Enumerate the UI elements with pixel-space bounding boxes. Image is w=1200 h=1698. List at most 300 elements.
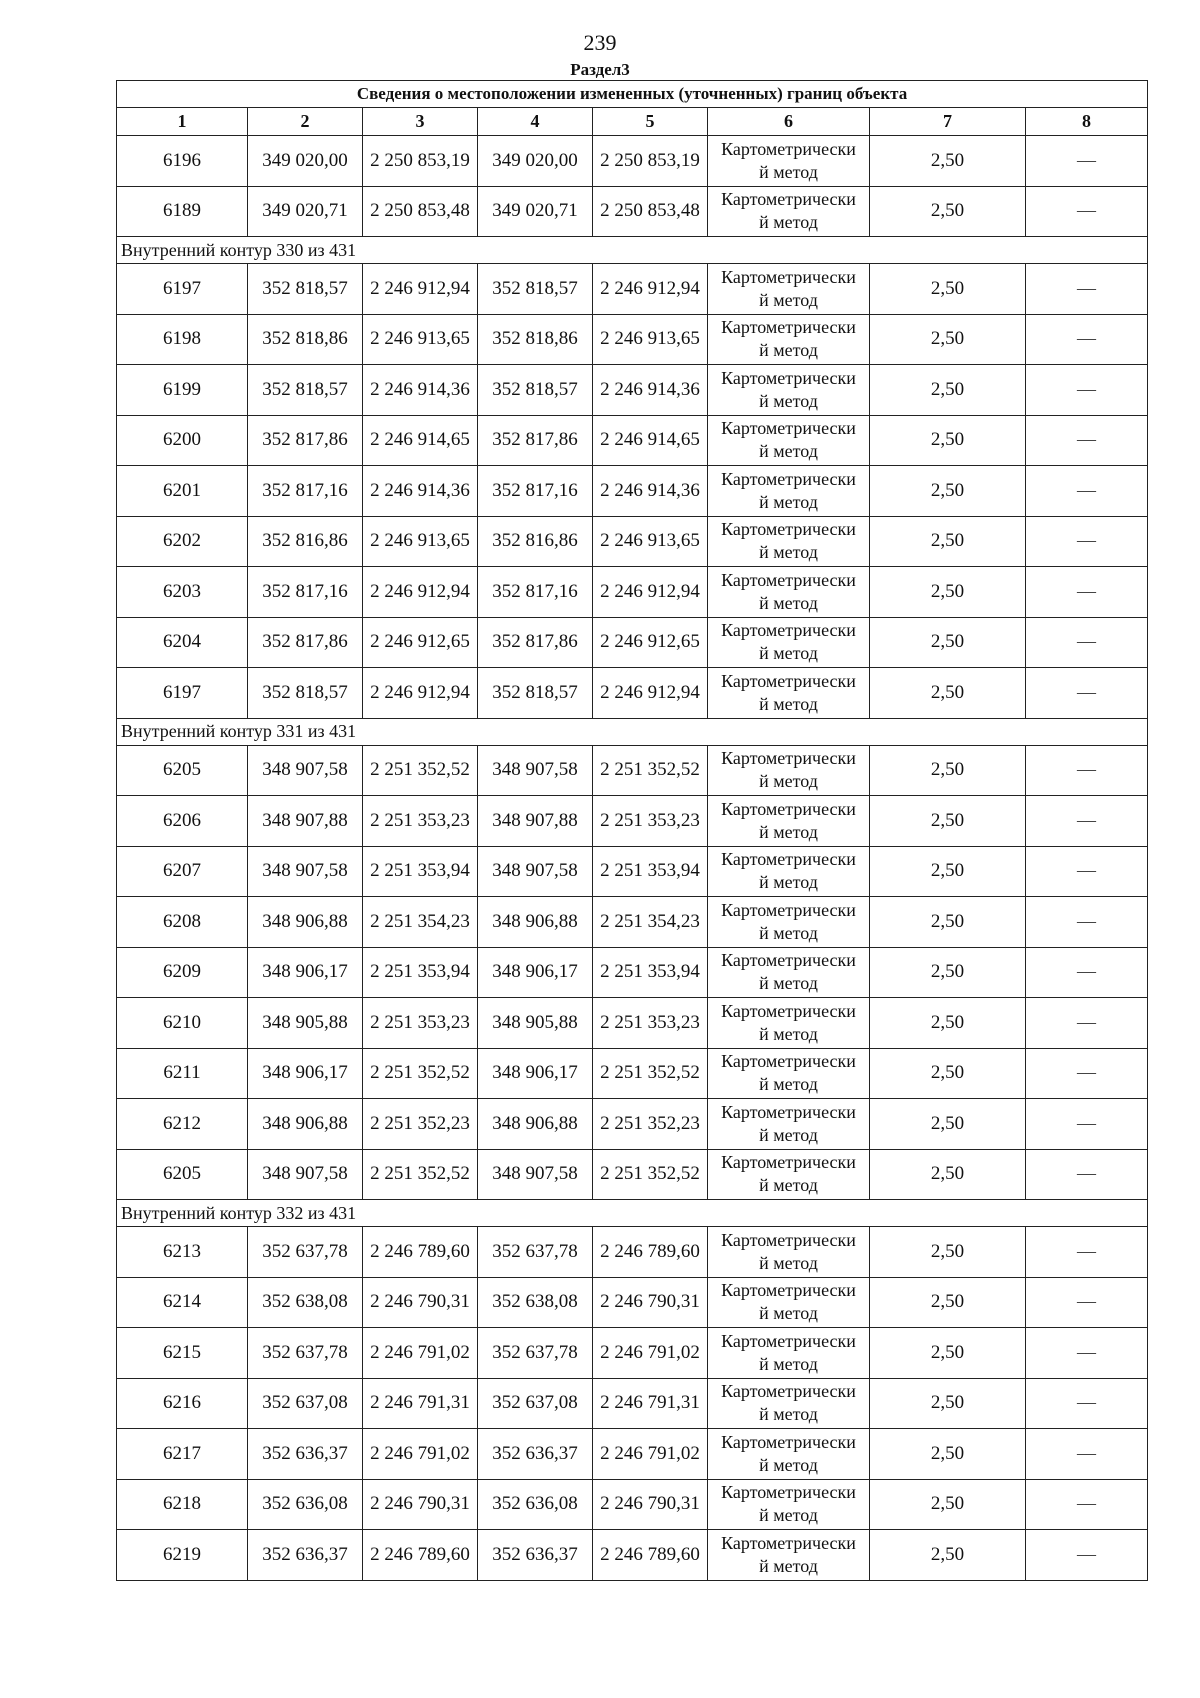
- x-coordinate-cell: 352 636,08: [248, 1479, 363, 1530]
- table-row: [117, 466, 1148, 517]
- method-text-line: й метод: [759, 1175, 818, 1196]
- table-row: [117, 516, 1148, 567]
- y-coordinate-cell: 2 246 912,94: [593, 668, 708, 719]
- precision-cell: 2,50: [870, 186, 1026, 237]
- description-cell: —: [1026, 617, 1148, 668]
- y-coordinate-cell: 2 250 853,19: [363, 136, 478, 187]
- precision-cell: 2,50: [870, 796, 1026, 847]
- method-text-line: й метод: [759, 1353, 818, 1374]
- method-cell: [708, 136, 870, 187]
- x-coordinate-cell: 348 905,88: [478, 998, 593, 1049]
- x-coordinate-cell: 352 817,86: [478, 415, 593, 466]
- precision-cell: 2,50: [870, 1530, 1026, 1581]
- y-coordinate-cell: 2 250 853,19: [593, 136, 708, 187]
- method-text-line: Картометрически: [721, 317, 856, 338]
- x-coordinate-cell: 348 906,88: [248, 1099, 363, 1150]
- method-cell: [708, 846, 870, 897]
- point-number-cell: 6208: [117, 897, 248, 948]
- y-coordinate-cell: 2 246 791,31: [363, 1378, 478, 1429]
- x-coordinate-cell: 349 020,00: [248, 136, 363, 187]
- x-coordinate-cell: 352 818,57: [478, 365, 593, 416]
- method-cell: [708, 1048, 870, 1099]
- precision-cell: 2,50: [870, 365, 1026, 416]
- table-row: [117, 846, 1148, 897]
- precision-cell: 2,50: [870, 745, 1026, 796]
- description-cell: —: [1026, 1048, 1148, 1099]
- x-coordinate-cell: 352 637,78: [478, 1227, 593, 1278]
- method-text-line: й метод: [759, 1404, 818, 1425]
- method-cell: [708, 567, 870, 618]
- precision-cell: 2,50: [870, 1048, 1026, 1099]
- method-text-line: й метод: [759, 491, 818, 512]
- point-number-cell: 6205: [117, 745, 248, 796]
- description-cell: —: [1026, 947, 1148, 998]
- y-coordinate-cell: 2 246 789,60: [363, 1530, 478, 1581]
- y-coordinate-cell: 2 251 352,52: [363, 745, 478, 796]
- precision-cell: 2,50: [870, 668, 1026, 719]
- precision-cell: 2,50: [870, 567, 1026, 618]
- y-coordinate-cell: 2 251 353,94: [593, 846, 708, 897]
- method-text-line: й метод: [759, 1454, 818, 1475]
- method-text-line: Картометрически: [721, 1431, 856, 1452]
- method-text-line: й метод: [759, 1505, 818, 1526]
- precision-cell: 2,50: [870, 1227, 1026, 1278]
- y-coordinate-cell: 2 251 353,23: [593, 796, 708, 847]
- x-coordinate-cell: 352 636,37: [478, 1530, 593, 1581]
- table-row: [117, 1277, 1148, 1328]
- description-cell: —: [1026, 314, 1148, 365]
- y-coordinate-cell: 2 246 912,65: [593, 617, 708, 668]
- y-coordinate-cell: 2 246 791,02: [593, 1328, 708, 1379]
- method-text-line: й метод: [759, 542, 818, 563]
- method-cell: [708, 1378, 870, 1429]
- precision-cell: 2,50: [870, 516, 1026, 567]
- description-cell: —: [1026, 1277, 1148, 1328]
- method-text-line: Картометрически: [721, 1532, 856, 1553]
- y-coordinate-cell: 2 251 354,23: [363, 897, 478, 948]
- precision-cell: 2,50: [870, 1149, 1026, 1200]
- point-number-cell: 6199: [117, 365, 248, 416]
- method-text-line: Картометрически: [721, 1000, 856, 1021]
- table-row: [117, 998, 1148, 1049]
- method-cell: [708, 1530, 870, 1581]
- method-text-line: й метод: [759, 212, 818, 233]
- method-text-line: й метод: [759, 592, 818, 613]
- table-row: [117, 1149, 1148, 1200]
- method-text-line: й метод: [759, 390, 818, 411]
- x-coordinate-cell: 352 817,16: [478, 466, 593, 517]
- x-coordinate-cell: 352 637,08: [478, 1378, 593, 1429]
- method-text-line: Картометрически: [721, 1051, 856, 1072]
- x-coordinate-cell: 352 817,16: [248, 466, 363, 517]
- y-coordinate-cell: 2 246 790,31: [363, 1479, 478, 1530]
- method-text-line: й метод: [759, 821, 818, 842]
- point-number-cell: 6189: [117, 186, 248, 237]
- method-cell: [708, 998, 870, 1049]
- x-coordinate-cell: 348 905,88: [248, 998, 363, 1049]
- x-coordinate-cell: 352 816,86: [248, 516, 363, 567]
- method-text-line: Картометрически: [721, 1381, 856, 1402]
- precision-cell: 2,50: [870, 314, 1026, 365]
- x-coordinate-cell: 352 637,08: [248, 1378, 363, 1429]
- method-cell: [708, 516, 870, 567]
- x-coordinate-cell: 348 907,58: [478, 846, 593, 897]
- x-coordinate-cell: 348 907,58: [478, 1149, 593, 1200]
- column-number: 5: [593, 108, 708, 136]
- method-cell: [708, 1227, 870, 1278]
- column-number: 4: [478, 108, 593, 136]
- description-cell: —: [1026, 415, 1148, 466]
- description-cell: —: [1026, 1378, 1148, 1429]
- x-coordinate-cell: 352 818,86: [478, 314, 593, 365]
- x-coordinate-cell: 348 907,58: [248, 846, 363, 897]
- method-cell: [708, 668, 870, 719]
- precision-cell: 2,50: [870, 1378, 1026, 1429]
- point-number-cell: 6202: [117, 516, 248, 567]
- table-row: [117, 136, 1148, 187]
- y-coordinate-cell: 2 246 913,65: [363, 314, 478, 365]
- x-coordinate-cell: 352 817,16: [478, 567, 593, 618]
- method-text-line: й метод: [759, 1303, 818, 1324]
- x-coordinate-cell: 348 906,88: [478, 1099, 593, 1150]
- table-title: Сведения о местоположении измененных (уточненных) границ объекта: [117, 81, 1148, 108]
- section-label: Раздел3: [570, 60, 630, 79]
- y-coordinate-cell: 2 251 353,94: [593, 947, 708, 998]
- table-row: [117, 567, 1148, 618]
- method-cell: [708, 1328, 870, 1379]
- x-coordinate-cell: 348 907,88: [248, 796, 363, 847]
- point-number-cell: 6215: [117, 1328, 248, 1379]
- precision-cell: 2,50: [870, 415, 1026, 466]
- point-number-cell: 6204: [117, 617, 248, 668]
- point-number-cell: 6212: [117, 1099, 248, 1150]
- method-text-line: Картометрически: [721, 1280, 856, 1301]
- method-text-line: Картометрически: [721, 1101, 856, 1122]
- method-text-line: й метод: [759, 1074, 818, 1095]
- x-coordinate-cell: 352 817,16: [248, 567, 363, 618]
- method-text-line: Картометрически: [721, 849, 856, 870]
- y-coordinate-cell: 2 251 352,52: [363, 1149, 478, 1200]
- y-coordinate-cell: 2 246 914,65: [363, 415, 478, 466]
- description-cell: —: [1026, 1227, 1148, 1278]
- x-coordinate-cell: 352 637,78: [478, 1328, 593, 1379]
- y-coordinate-cell: 2 250 853,48: [593, 186, 708, 237]
- y-coordinate-cell: 2 246 912,94: [363, 668, 478, 719]
- x-coordinate-cell: 348 906,17: [248, 947, 363, 998]
- description-cell: —: [1026, 1479, 1148, 1530]
- y-coordinate-cell: 2 246 912,94: [363, 264, 478, 315]
- precision-cell: 2,50: [870, 1429, 1026, 1480]
- method-text-line: й метод: [759, 289, 818, 310]
- table-row: [117, 1099, 1148, 1150]
- x-coordinate-cell: 348 906,88: [248, 897, 363, 948]
- y-coordinate-cell: 2 246 912,94: [593, 264, 708, 315]
- description-cell: —: [1026, 466, 1148, 517]
- x-coordinate-cell: 348 907,88: [478, 796, 593, 847]
- y-coordinate-cell: 2 246 914,36: [363, 466, 478, 517]
- point-number-cell: 6197: [117, 264, 248, 315]
- method-cell: [708, 415, 870, 466]
- method-text-line: й метод: [759, 872, 818, 893]
- y-coordinate-cell: 2 246 790,31: [363, 1277, 478, 1328]
- precision-cell: 2,50: [870, 1099, 1026, 1150]
- table-row: [117, 365, 1148, 416]
- x-coordinate-cell: 349 020,71: [248, 186, 363, 237]
- table-row: [117, 1378, 1148, 1429]
- table-row: [117, 264, 1148, 315]
- y-coordinate-cell: 2 251 352,23: [593, 1099, 708, 1150]
- method-text-line: й метод: [759, 973, 818, 994]
- method-text-line: Картометрически: [721, 1330, 856, 1351]
- x-coordinate-cell: 352 636,37: [248, 1530, 363, 1581]
- method-cell: [708, 796, 870, 847]
- table-row: [117, 1479, 1148, 1530]
- table-row: [117, 745, 1148, 796]
- description-cell: —: [1026, 516, 1148, 567]
- x-coordinate-cell: 348 906,17: [478, 947, 593, 998]
- y-coordinate-cell: 2 250 853,48: [363, 186, 478, 237]
- x-coordinate-cell: 352 636,37: [478, 1429, 593, 1480]
- method-text-line: й метод: [759, 1023, 818, 1044]
- x-coordinate-cell: 352 636,08: [478, 1479, 593, 1530]
- method-cell: [708, 264, 870, 315]
- y-coordinate-cell: 2 246 791,02: [593, 1429, 708, 1480]
- table-row: [117, 947, 1148, 998]
- method-text-line: й метод: [759, 693, 818, 714]
- x-coordinate-cell: 348 907,58: [248, 1149, 363, 1200]
- coordinates-table: [116, 80, 1148, 1581]
- method-text-line: й метод: [759, 340, 818, 361]
- description-cell: —: [1026, 745, 1148, 796]
- method-cell: [708, 466, 870, 517]
- column-number: 2: [248, 108, 363, 136]
- point-number-cell: 6217: [117, 1429, 248, 1480]
- column-number-row: [117, 108, 1148, 136]
- point-number-cell: 6213: [117, 1227, 248, 1278]
- method-text-line: Картометрически: [721, 189, 856, 210]
- point-number-cell: 6201: [117, 466, 248, 517]
- method-cell: [708, 1099, 870, 1150]
- method-text-line: й метод: [759, 922, 818, 943]
- precision-cell: 2,50: [870, 947, 1026, 998]
- method-cell: [708, 947, 870, 998]
- method-text-line: й метод: [759, 771, 818, 792]
- method-text-line: Картометрически: [721, 138, 856, 159]
- contour-label: Внутренний контур 330 из 431: [117, 237, 1148, 264]
- method-text-line: й метод: [759, 643, 818, 664]
- method-cell: [708, 1479, 870, 1530]
- method-text-line: Картометрически: [721, 468, 856, 489]
- x-coordinate-cell: 348 906,17: [478, 1048, 593, 1099]
- description-cell: —: [1026, 186, 1148, 237]
- method-cell: [708, 1277, 870, 1328]
- description-cell: —: [1026, 1429, 1148, 1480]
- x-coordinate-cell: 352 818,57: [478, 264, 593, 315]
- table-row: [117, 314, 1148, 365]
- table-row: [117, 415, 1148, 466]
- method-text-line: Картометрически: [721, 748, 856, 769]
- method-text-line: Картометрически: [721, 670, 856, 691]
- method-text-line: й метод: [759, 161, 818, 182]
- precision-cell: 2,50: [870, 136, 1026, 187]
- y-coordinate-cell: 2 251 352,23: [363, 1099, 478, 1150]
- method-text-line: Картометрически: [721, 569, 856, 590]
- column-number: 8: [1026, 108, 1148, 136]
- column-number: 7: [870, 108, 1026, 136]
- x-coordinate-cell: 352 637,78: [248, 1227, 363, 1278]
- y-coordinate-cell: 2 246 912,65: [363, 617, 478, 668]
- y-coordinate-cell: 2 251 352,52: [593, 1048, 708, 1099]
- y-coordinate-cell: 2 246 913,65: [593, 314, 708, 365]
- y-coordinate-cell: 2 251 352,52: [593, 745, 708, 796]
- point-number-cell: 6203: [117, 567, 248, 618]
- column-number: 3: [363, 108, 478, 136]
- x-coordinate-cell: 352 637,78: [248, 1328, 363, 1379]
- column-number: 6: [708, 108, 870, 136]
- precision-cell: 2,50: [870, 1479, 1026, 1530]
- y-coordinate-cell: 2 251 353,94: [363, 846, 478, 897]
- y-coordinate-cell: 2 251 353,94: [363, 947, 478, 998]
- table-body: [117, 136, 1148, 1581]
- page-number: 239: [583, 30, 617, 55]
- precision-cell: 2,50: [870, 1328, 1026, 1379]
- point-number-cell: 6214: [117, 1277, 248, 1328]
- x-coordinate-cell: 352 816,86: [478, 516, 593, 567]
- x-coordinate-cell: 352 818,57: [248, 264, 363, 315]
- x-coordinate-cell: 348 907,58: [248, 745, 363, 796]
- y-coordinate-cell: 2 246 912,94: [593, 567, 708, 618]
- method-text-line: й метод: [759, 1555, 818, 1576]
- table-row: [117, 1429, 1148, 1480]
- table-row: [117, 1530, 1148, 1581]
- x-coordinate-cell: 352 818,86: [248, 314, 363, 365]
- precision-cell: 2,50: [870, 617, 1026, 668]
- point-number-cell: 6216: [117, 1378, 248, 1429]
- method-text-line: Картометрически: [721, 1229, 856, 1250]
- description-cell: —: [1026, 1099, 1148, 1150]
- precision-cell: 2,50: [870, 466, 1026, 517]
- description-cell: —: [1026, 1530, 1148, 1581]
- point-number-cell: 6207: [117, 846, 248, 897]
- point-number-cell: 6210: [117, 998, 248, 1049]
- method-text-line: Картометрически: [721, 1482, 856, 1503]
- y-coordinate-cell: 2 246 914,36: [593, 466, 708, 517]
- contour-header-row: [117, 718, 1148, 745]
- table-row: [117, 1328, 1148, 1379]
- precision-cell: 2,50: [870, 998, 1026, 1049]
- method-text-line: Картометрически: [721, 899, 856, 920]
- y-coordinate-cell: 2 246 789,60: [363, 1227, 478, 1278]
- description-cell: —: [1026, 998, 1148, 1049]
- method-cell: [708, 897, 870, 948]
- method-cell: [708, 314, 870, 365]
- x-coordinate-cell: 349 020,00: [478, 136, 593, 187]
- y-coordinate-cell: 2 246 789,60: [593, 1227, 708, 1278]
- method-text-line: Картометрически: [721, 1152, 856, 1173]
- y-coordinate-cell: 2 251 354,23: [593, 897, 708, 948]
- y-coordinate-cell: 2 246 914,65: [593, 415, 708, 466]
- point-number-cell: 6197: [117, 668, 248, 719]
- x-coordinate-cell: 348 907,58: [478, 745, 593, 796]
- y-coordinate-cell: 2 246 913,65: [593, 516, 708, 567]
- description-cell: —: [1026, 1328, 1148, 1379]
- column-number: 1: [117, 108, 248, 136]
- x-coordinate-cell: 352 818,57: [478, 668, 593, 719]
- point-number-cell: 6209: [117, 947, 248, 998]
- precision-cell: 2,50: [870, 846, 1026, 897]
- method-text-line: Картометрически: [721, 798, 856, 819]
- point-number-cell: 6196: [117, 136, 248, 187]
- method-cell: [708, 186, 870, 237]
- description-cell: —: [1026, 1149, 1148, 1200]
- y-coordinate-cell: 2 246 912,94: [363, 567, 478, 618]
- table-row: [117, 1048, 1148, 1099]
- x-coordinate-cell: 352 817,86: [248, 415, 363, 466]
- description-cell: —: [1026, 567, 1148, 618]
- method-text-line: Картометрически: [721, 620, 856, 641]
- description-cell: —: [1026, 264, 1148, 315]
- method-text-line: й метод: [759, 1124, 818, 1145]
- y-coordinate-cell: 2 246 789,60: [593, 1530, 708, 1581]
- description-cell: —: [1026, 897, 1148, 948]
- method-cell: [708, 1429, 870, 1480]
- description-cell: —: [1026, 668, 1148, 719]
- y-coordinate-cell: 2 246 791,02: [363, 1429, 478, 1480]
- point-number-cell: 6211: [117, 1048, 248, 1099]
- point-number-cell: 6219: [117, 1530, 248, 1581]
- x-coordinate-cell: 352 818,57: [248, 365, 363, 416]
- x-coordinate-cell: 352 638,08: [478, 1277, 593, 1328]
- y-coordinate-cell: 2 246 791,31: [593, 1378, 708, 1429]
- method-text-line: Картометрически: [721, 266, 856, 287]
- y-coordinate-cell: 2 246 790,31: [593, 1479, 708, 1530]
- y-coordinate-cell: 2 251 352,52: [593, 1149, 708, 1200]
- precision-cell: 2,50: [870, 897, 1026, 948]
- point-number-cell: 6205: [117, 1149, 248, 1200]
- x-coordinate-cell: 349 020,71: [478, 186, 593, 237]
- y-coordinate-cell: 2 246 913,65: [363, 516, 478, 567]
- y-coordinate-cell: 2 246 914,36: [363, 365, 478, 416]
- contour-label: Внутренний контур 332 из 431: [117, 1200, 1148, 1227]
- x-coordinate-cell: 352 638,08: [248, 1277, 363, 1328]
- y-coordinate-cell: 2 251 353,23: [363, 998, 478, 1049]
- contour-header-row: [117, 237, 1148, 264]
- table-row: [117, 186, 1148, 237]
- method-cell: [708, 617, 870, 668]
- method-text-line: Картометрически: [721, 519, 856, 540]
- y-coordinate-cell: 2 251 353,23: [593, 998, 708, 1049]
- point-number-cell: 6218: [117, 1479, 248, 1530]
- table-row: [117, 796, 1148, 847]
- table-row: [117, 1227, 1148, 1278]
- point-number-cell: 6198: [117, 314, 248, 365]
- contour-header-row: [117, 1200, 1148, 1227]
- description-cell: —: [1026, 136, 1148, 187]
- x-coordinate-cell: 352 817,86: [248, 617, 363, 668]
- method-cell: [708, 1149, 870, 1200]
- y-coordinate-cell: 2 246 791,02: [363, 1328, 478, 1379]
- point-number-cell: 6206: [117, 796, 248, 847]
- contour-label: Внутренний контур 331 из 431: [117, 718, 1148, 745]
- x-coordinate-cell: 352 636,37: [248, 1429, 363, 1480]
- method-text-line: Картометрически: [721, 418, 856, 439]
- description-cell: —: [1026, 846, 1148, 897]
- method-text-line: Картометрически: [721, 367, 856, 388]
- x-coordinate-cell: 348 906,88: [478, 897, 593, 948]
- x-coordinate-cell: 352 817,86: [478, 617, 593, 668]
- table-row: [117, 617, 1148, 668]
- method-cell: [708, 365, 870, 416]
